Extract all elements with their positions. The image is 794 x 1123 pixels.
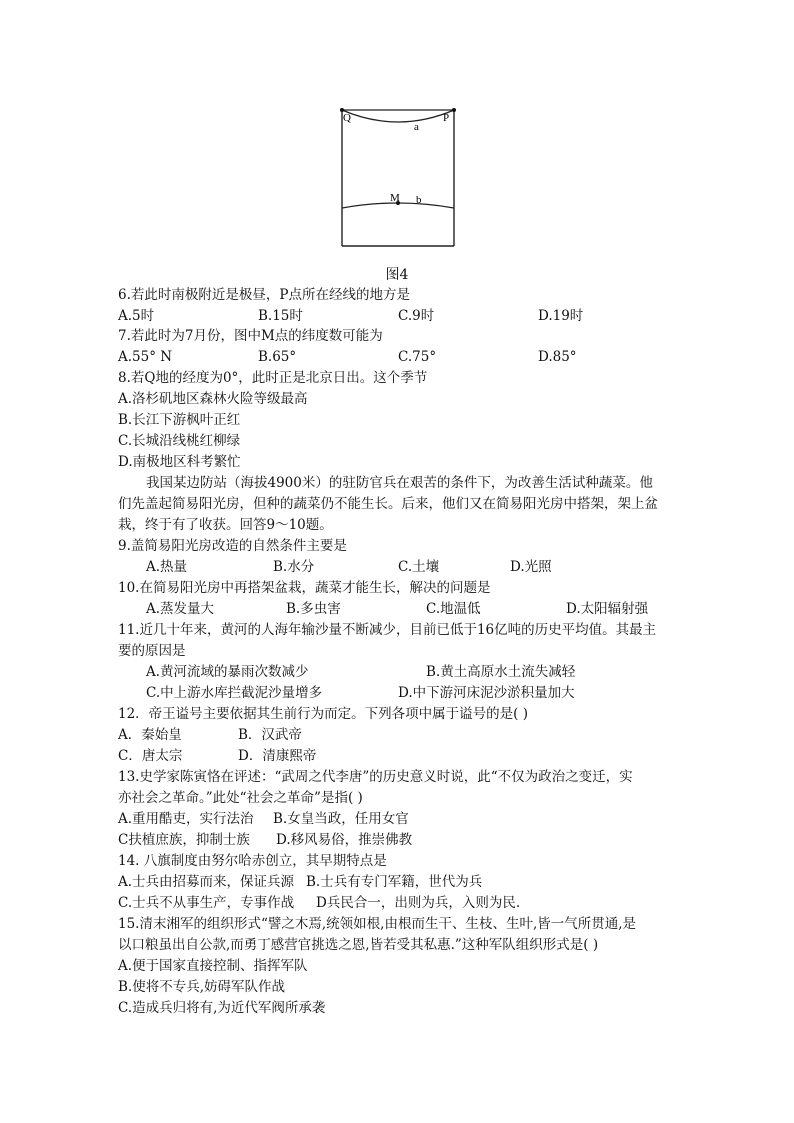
q11-option-b: B.黄土高原水土流失减轻 bbox=[426, 664, 576, 680]
q9-stem: 9.盖简易阳光房改造的自然条件主要是 bbox=[118, 538, 347, 554]
q12-stem: 12．帝王谥号主要依据其生前行为而定。下列各项中属于谥号的是( ) bbox=[118, 706, 529, 722]
q11-stem-2: 要的原因是 bbox=[118, 643, 186, 659]
q10-option-c: C.地温低 bbox=[426, 601, 481, 617]
q13-option-b: B.女皇当政，任用女官 bbox=[273, 811, 409, 827]
q15-option-b: B.使将不专兵,妨碍军队作战 bbox=[118, 979, 286, 995]
label-m: M bbox=[390, 192, 400, 204]
q10-option-a: A.蒸发量大 bbox=[146, 601, 215, 617]
q13-stem-2: 亦社会之革命。”此处“社会之革命”是指( ) bbox=[118, 790, 363, 806]
q7-option-a: A.55° N bbox=[118, 349, 173, 365]
q8-option-c: C.长城沿线桃红柳绿 bbox=[118, 433, 241, 449]
q6-option-d: D.19时 bbox=[538, 308, 584, 324]
passage-line-2: 们先盖起简易阳光房，但种的蔬菜仍不能生长。后来，他们又在简易阳光房中搭架，架上盆 bbox=[118, 496, 658, 512]
q14-option-c: C.士兵不从事生产，专事作战 bbox=[118, 895, 295, 911]
q10-stem: 10.在简易阳光房中再搭架盆栽，蔬菜才能生长，解决的问题是 bbox=[118, 580, 491, 596]
q12-option-a: A．秦始皇 bbox=[118, 727, 182, 743]
q8-option-a: A.洛杉矶地区森林火险等级最高 bbox=[118, 391, 308, 407]
q15-stem-2: 以口粮虽出自公款,而勇丁感营官挑选之恩,皆若受其私惠.”这种军队组织形式是( ) bbox=[118, 937, 599, 953]
q7-stem: 7.若此时为7月份，图中M点的纬度数可能为 bbox=[118, 328, 383, 344]
q15-stem-1: 15.清末湘军的组织形式“譬之木焉,统领如根,由根而生干、生枝、生叶,皆一气所贯通,是 bbox=[118, 916, 637, 932]
q6-option-a: A.5时 bbox=[118, 308, 155, 324]
q13-stem-1: 13.史学家陈寅恪在评述：“武周之代李唐”的历史意义时说，此“不仅为政治之变迁，实 bbox=[118, 769, 633, 785]
passage-line-1: 我国某边防站（海拔4900米）的驻防官兵在艰苦的条件下，为改善生活试种蔬菜。他 bbox=[146, 475, 653, 491]
q9-option-b: B.水分 bbox=[273, 559, 315, 575]
q8-stem: 8.若Q地的经度为0°，此时正是北京日出。这个季节 bbox=[118, 370, 428, 386]
point-p bbox=[452, 108, 456, 112]
q13-option-a: A.重用酷吏，实行法治 bbox=[118, 811, 254, 827]
q15-option-c: C.造成兵归将有,为近代军阀所承袭 bbox=[118, 1000, 326, 1016]
q11-option-c: C.中上游水库拦截泥沙量增多 bbox=[146, 685, 323, 701]
q9-option-c: C.土壤 bbox=[398, 559, 440, 575]
q12-option-c: C．唐太宗 bbox=[118, 748, 183, 764]
q11-option-d: D.中下游河床泥沙淤积量加大 bbox=[398, 685, 575, 701]
figure-4-diagram bbox=[330, 100, 460, 260]
q6-option-b: B.15时 bbox=[258, 308, 303, 324]
q14-option-a: A.士兵由招募而来，保证兵源 bbox=[118, 874, 295, 890]
q8-option-b: B.长江下游枫叶正红 bbox=[118, 412, 241, 428]
q11-stem-1: 11.近几十年来，黄河的人海年输沙量不断减少，目前已低于16亿吨的历史平均值。其最主 bbox=[118, 622, 657, 638]
q6-stem: 6.若此时南极附近是极昼，P点所在经线的地方是 bbox=[118, 287, 410, 303]
q9-option-a: A.热量 bbox=[146, 559, 188, 575]
q14-option-b: B.士兵有专门军籍，世代为兵 bbox=[306, 874, 483, 890]
q10-option-b: B.多虫害 bbox=[286, 601, 341, 617]
figure-caption: 图4 bbox=[385, 267, 409, 283]
figure-4 bbox=[330, 100, 460, 260]
q15-option-a: A.便于国家直接控制、指挥军队 bbox=[118, 958, 308, 974]
label-q: Q bbox=[343, 112, 351, 124]
label-b: b bbox=[416, 194, 422, 206]
label-p: P bbox=[443, 112, 450, 124]
q7-option-c: C.75° bbox=[398, 349, 437, 365]
label-a: a bbox=[414, 121, 419, 133]
passage-line-3: 栽，终于有了收获。回答9～10题。 bbox=[118, 517, 333, 533]
q6-option-c: C.9时 bbox=[398, 308, 435, 324]
q10-option-d: D.太阳辐射强 bbox=[566, 601, 649, 617]
q8-option-d: D.南极地区科考繁忙 bbox=[118, 454, 241, 470]
q12-option-d: D．清康熙帝 bbox=[238, 748, 317, 764]
q14-stem: 14. 八旗制度由努尔哈赤创立，其早期特点是 bbox=[118, 853, 387, 869]
q7-option-d: D.85° bbox=[538, 349, 577, 365]
q11-option-a: A.黄河流域的暴雨次数减少 bbox=[146, 664, 309, 680]
q13-option-d: D.移风易俗，推崇佛教 bbox=[276, 832, 413, 848]
arc-a bbox=[342, 110, 454, 122]
q12-option-b: B．汉武帝 bbox=[238, 727, 302, 743]
q7-option-b: B.65° bbox=[258, 349, 297, 365]
q14-option-d: D兵民合一，出则为兵，入则为民. bbox=[316, 895, 521, 911]
q13-option-c: C扶植庶族，抑制士族 bbox=[118, 832, 250, 848]
q9-option-d: D.光照 bbox=[510, 559, 552, 575]
